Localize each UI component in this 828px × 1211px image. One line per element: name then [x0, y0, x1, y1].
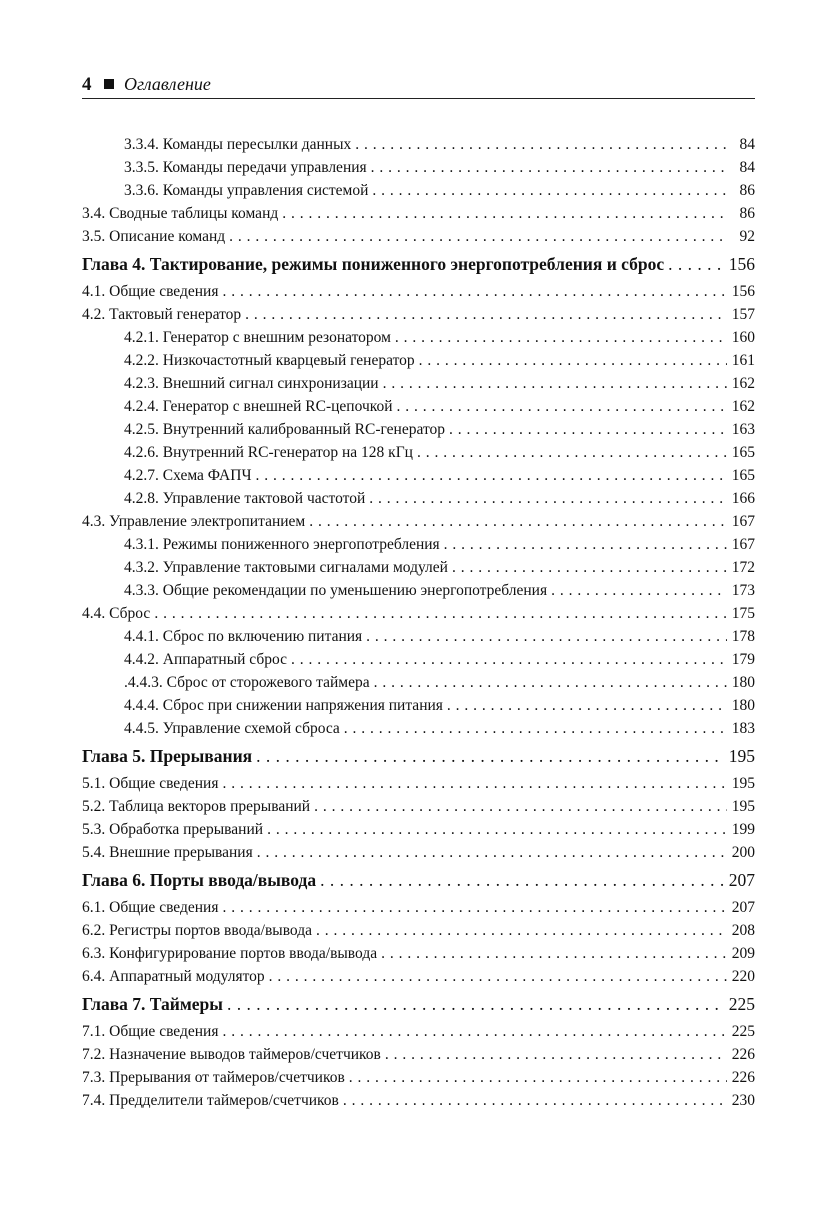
- dot-leader: [154, 605, 727, 622]
- toc-entry-page: 220: [731, 968, 755, 985]
- toc-entry[interactable]: [82, 349, 755, 372]
- toc-chapter-page: 225: [728, 994, 755, 1014]
- toc-entry-label: 4.4.5. Управление схемой сброса: [124, 720, 340, 737]
- dot-leader: [309, 513, 727, 530]
- dot-leader: [395, 329, 727, 346]
- toc-entry-label: 7.4. Предделители таймеров/счетчиков: [82, 1092, 339, 1109]
- toc-entry-page: 84: [739, 159, 755, 176]
- toc-entry[interactable]: [82, 625, 755, 648]
- toc-entry-label: 4.2. Тактовый генератор: [82, 306, 242, 323]
- dot-leader: [291, 651, 727, 668]
- dot-leader: [381, 945, 727, 962]
- toc-entry-label: 5.1. Общие сведения: [82, 775, 219, 792]
- toc-entry-label: 4.2.3. Внешний сигнал синхронизации: [124, 375, 379, 392]
- dot-leader: [269, 968, 727, 985]
- toc-entry-page: 92: [739, 228, 755, 245]
- toc-entry-label: 4.4.1. Сброс по включению питания: [124, 628, 363, 645]
- dot-leader: [374, 674, 727, 691]
- toc-entry-page: 165: [731, 444, 755, 461]
- toc-entry-page: 183: [731, 720, 755, 737]
- toc-entry-page: 225: [731, 1023, 755, 1040]
- dot-leader: [355, 136, 727, 153]
- toc-entry-page: 86: [739, 205, 755, 222]
- toc-chapter-6[interactable]: [82, 867, 755, 893]
- toc-entry-label: 4.4. Сброс: [82, 605, 151, 622]
- toc-entry[interactable]: [82, 556, 755, 579]
- toc-entry-page: 180: [731, 697, 755, 714]
- toc-entry[interactable]: [82, 280, 755, 303]
- toc-entry-page: 172: [731, 559, 755, 576]
- toc-entry-label: 4.3.2. Управление тактовыми сигналами модулей: [124, 559, 448, 576]
- toc-entry[interactable]: [82, 395, 755, 418]
- toc-entry[interactable]: [82, 464, 755, 487]
- dot-leader: [316, 922, 727, 939]
- dot-leader: [371, 159, 727, 176]
- toc-entry-label: 4.3.3. Общие рекомендации по уменьшению энергопотребления: [124, 582, 548, 599]
- dot-leader: [343, 1092, 727, 1109]
- toc-entry-page: 165: [731, 467, 755, 484]
- toc-chapter-page: 156: [728, 254, 755, 274]
- toc-entry[interactable]: [82, 156, 755, 179]
- toc-entry[interactable]: [82, 372, 755, 395]
- toc-entry-label: 3.4. Сводные таблицы команд: [82, 205, 279, 222]
- toc-entry-label: 4.2.8. Управление тактовой частотой: [124, 490, 366, 507]
- toc-entry[interactable]: [82, 648, 755, 671]
- toc-entry-page: 179: [731, 651, 755, 668]
- toc-entry-label: 4.2.4. Генератор с внешней RC-цепочкой: [124, 398, 393, 415]
- toc-entry-label: 4.2.6. Внутренний RC-генератор на 128 кГц: [124, 444, 413, 461]
- toc-entry-page: 230: [731, 1092, 755, 1109]
- toc-entry-label: 4.4.2. Аппаратный сброс: [124, 651, 288, 668]
- dot-leader: [314, 798, 727, 815]
- toc-entry[interactable]: [82, 326, 755, 349]
- dot-leader: [227, 995, 725, 1014]
- toc-entry-page: 84: [739, 136, 755, 153]
- dot-leader: [320, 871, 725, 890]
- toc-entry-label: 4.2.7. Схема ФАПЧ: [124, 467, 252, 484]
- toc-entry[interactable]: [82, 441, 755, 464]
- toc-entry-label: 3.3.4. Команды пересылки данных: [124, 136, 352, 153]
- toc-chapter-label: Глава 4. Тактирование, режимы пониженного энергопотребления и сброс: [82, 254, 665, 274]
- toc-entry-label: 4.1. Общие сведения: [82, 283, 219, 300]
- dot-leader: [383, 375, 727, 392]
- toc-chapter-label: Глава 7. Таймеры: [82, 994, 223, 1014]
- toc-entry-label: 6.4. Аппаратный модулятор: [82, 968, 265, 985]
- toc-entry-page: 199: [731, 821, 755, 838]
- toc-entry-page: 209: [731, 945, 755, 962]
- toc-entry[interactable]: [82, 579, 755, 602]
- dot-leader: [257, 844, 727, 861]
- dot-leader: [349, 1069, 727, 1086]
- dot-leader: [385, 1046, 727, 1063]
- toc-entry[interactable]: [82, 841, 755, 864]
- toc-entry-label: 4.3. Управление электропитанием: [82, 513, 306, 530]
- running-title: Оглавление: [124, 74, 211, 94]
- toc-chapter-page: 207: [728, 870, 755, 890]
- page-number: 4: [82, 74, 92, 95]
- toc-entry-page: 157: [731, 306, 755, 323]
- toc-entry-label: 5.2. Таблица векторов прерываний: [82, 798, 311, 815]
- toc-entry-label: 7.2. Назначение выводов таймеров/счетчиков: [82, 1046, 381, 1063]
- dot-leader: [369, 490, 727, 507]
- dot-leader: [222, 775, 727, 792]
- dot-leader: [452, 559, 727, 576]
- dot-leader: [419, 352, 727, 369]
- toc-entry-label: 4.3.1. Режимы пониженного энергопотребления: [124, 536, 440, 553]
- toc-chapter-label: Глава 6. Порты ввода/вывода: [82, 870, 317, 890]
- dot-leader: [372, 182, 727, 199]
- toc-entry-page: 178: [731, 628, 755, 645]
- toc-entry-page: 226: [731, 1069, 755, 1086]
- dot-leader: [344, 720, 727, 737]
- dot-leader: [444, 536, 727, 553]
- toc-entry[interactable]: [82, 818, 755, 841]
- toc-entry[interactable]: [82, 303, 755, 326]
- toc-entry[interactable]: [82, 179, 755, 202]
- toc-entry[interactable]: [82, 1089, 755, 1112]
- toc-entry[interactable]: [82, 942, 755, 965]
- dot-leader: [397, 398, 727, 415]
- toc-entry-page: 200: [731, 844, 755, 861]
- toc-chapter-page: 195: [728, 746, 755, 766]
- toc-entry-page: 167: [731, 536, 755, 553]
- toc-chapter-4[interactable]: [82, 251, 755, 277]
- square-bullet-icon: [104, 79, 114, 89]
- toc-entry-label: 6.2. Регистры портов ввода/вывода: [82, 922, 312, 939]
- toc-entry-label: 4.2.5. Внутренний калиброванный RC-генератор: [124, 421, 446, 438]
- dot-leader: [449, 421, 727, 438]
- toc-entry-page: 161: [731, 352, 755, 369]
- toc-entry-label: 3.3.6. Команды управления системой: [124, 182, 369, 199]
- toc-entry-page: 162: [731, 375, 755, 392]
- page-header: [82, 74, 755, 99]
- dot-leader: [366, 628, 727, 645]
- toc-entry[interactable]: [82, 896, 755, 919]
- toc-entry-page: 175: [731, 605, 755, 622]
- toc-entry-page: 160: [731, 329, 755, 346]
- toc-entry[interactable]: [82, 717, 755, 740]
- toc-entry[interactable]: [82, 772, 755, 795]
- toc-entry[interactable]: [82, 965, 755, 988]
- toc-entry[interactable]: [82, 225, 755, 248]
- toc-entry-page: 163: [731, 421, 755, 438]
- toc-entry-page: 207: [731, 899, 755, 916]
- toc-entry[interactable]: [82, 202, 755, 225]
- toc-entry-label: 4.2.2. Низкочастотный кварцевый генератор: [124, 352, 415, 369]
- toc-entry-page: 180: [731, 674, 755, 691]
- toc-entry[interactable]: [82, 1066, 755, 1089]
- toc-entry-label: 6.1. Общие сведения: [82, 899, 219, 916]
- dot-leader: [668, 255, 725, 274]
- dot-leader: [267, 821, 727, 838]
- dot-leader: [229, 228, 727, 245]
- toc-entry-label: 4.2.1. Генератор с внешним резонатором: [124, 329, 391, 346]
- toc-entry[interactable]: [82, 1043, 755, 1066]
- toc-entry-label: 7.3. Прерывания от таймеров/счетчиков: [82, 1069, 345, 1086]
- toc-entry-page: 166: [731, 490, 755, 507]
- toc-entry-page: 156: [731, 283, 755, 300]
- toc-entry-label: 7.1. Общие сведения: [82, 1023, 219, 1040]
- toc-entry-label: .4.4.3. Сброс от сторожевого таймера: [124, 674, 370, 691]
- toc-entry-label: 3.5. Описание команд: [82, 228, 226, 245]
- toc-entry[interactable]: [82, 694, 755, 717]
- toc-chapter-5[interactable]: [82, 743, 755, 769]
- dot-leader: [417, 444, 727, 461]
- toc-entry-page: 162: [731, 398, 755, 415]
- dot-leader: [222, 1023, 727, 1040]
- toc-entry[interactable]: [82, 510, 755, 533]
- toc-entry[interactable]: [82, 602, 755, 625]
- toc-entry-label: 6.3. Конфигурирование портов ввода/вывода: [82, 945, 378, 962]
- dot-leader: [256, 467, 727, 484]
- toc-entry[interactable]: [82, 795, 755, 818]
- toc-entry-label: 4.4.4. Сброс при снижении напряжения питания: [124, 697, 443, 714]
- toc-entry-page: 226: [731, 1046, 755, 1063]
- toc-chapter-7[interactable]: [82, 991, 755, 1017]
- dot-leader: [282, 205, 727, 222]
- toc-entry[interactable]: [82, 919, 755, 942]
- dot-leader: [245, 306, 727, 323]
- toc-entry-page: 195: [731, 798, 755, 815]
- table-of-contents: [82, 133, 755, 1112]
- dot-leader: [447, 697, 727, 714]
- toc-entry-page: 195: [731, 775, 755, 792]
- dot-leader: [256, 747, 725, 766]
- toc-entry[interactable]: [82, 487, 755, 510]
- toc-entry[interactable]: [82, 533, 755, 556]
- toc-entry-page: 173: [731, 582, 755, 599]
- dot-leader: [222, 899, 727, 916]
- dot-leader: [222, 283, 727, 300]
- toc-entry[interactable]: [82, 671, 755, 694]
- toc-entry-label: 5.3. Обработка прерываний: [82, 821, 264, 838]
- toc-entry[interactable]: [82, 1020, 755, 1043]
- toc-entry-page: 167: [731, 513, 755, 530]
- toc-chapter-label: Глава 5. Прерывания: [82, 746, 253, 766]
- toc-entry[interactable]: [82, 133, 755, 156]
- dot-leader: [551, 582, 727, 599]
- toc-entry-label: 3.3.5. Команды передачи управления: [124, 159, 367, 176]
- toc-entry-page: 86: [739, 182, 755, 199]
- toc-entry-page: 208: [731, 922, 755, 939]
- toc-entry[interactable]: [82, 418, 755, 441]
- toc-entry-label: 5.4. Внешние прерывания: [82, 844, 253, 861]
